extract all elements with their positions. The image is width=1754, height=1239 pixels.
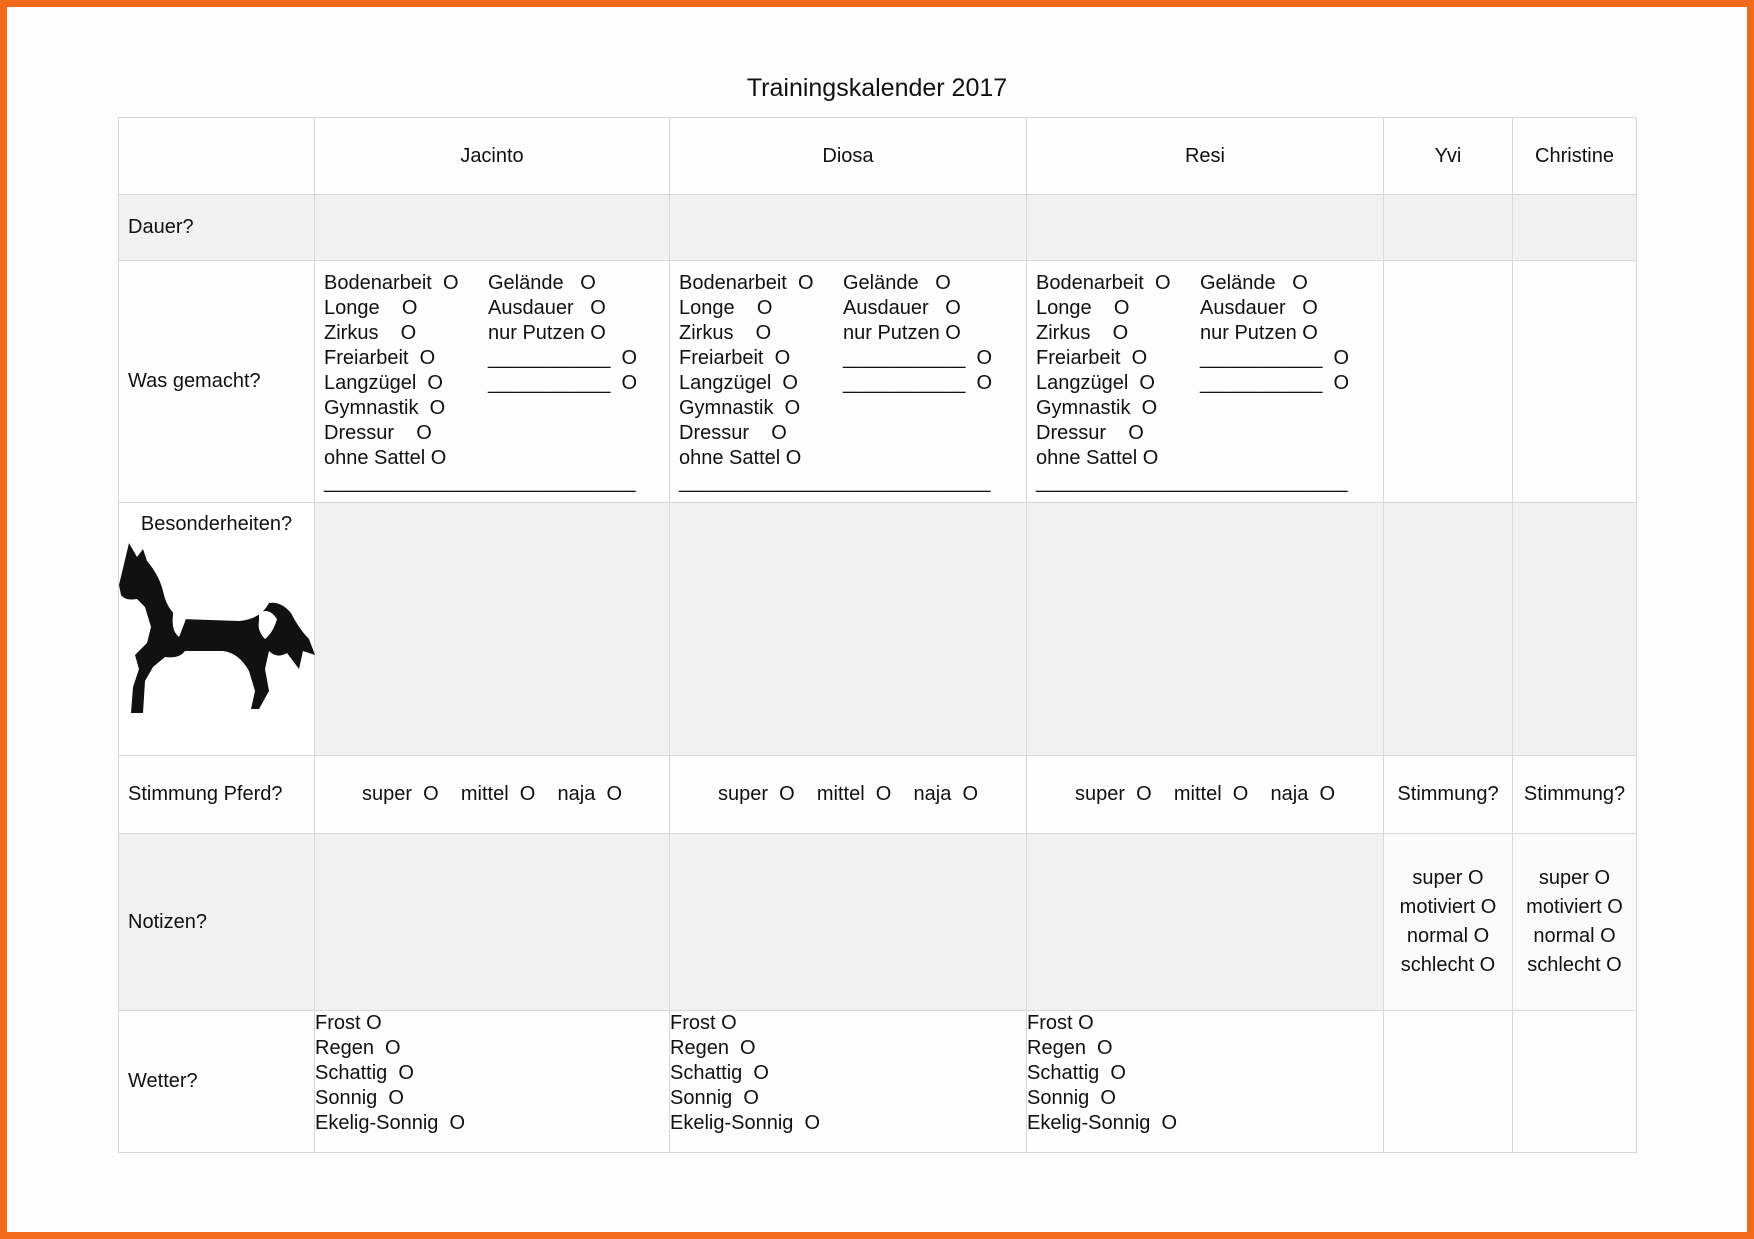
activity-option[interactable]: Freiarbeit O <box>679 346 791 369</box>
activity-option[interactable]: Gymnastik O <box>1036 396 1158 419</box>
person-mood-option[interactable]: super O <box>1538 867 1611 889</box>
weather-option[interactable]: Regen O <box>315 1037 401 1059</box>
activity-options <box>670 271 1026 493</box>
activity-free-line[interactable]: ____________________________ <box>679 470 991 493</box>
activity-option <box>1200 396 1350 421</box>
dauer-cell[interactable] <box>670 195 1027 261</box>
activity-free-line[interactable]: ____________________________ <box>324 470 636 493</box>
weather-options[interactable] <box>1027 1011 1384 1153</box>
row-label-was-gemacht: Was gemacht? <box>119 261 315 503</box>
activity-option[interactable]: Dressur O <box>324 421 432 444</box>
person-mood-option[interactable]: motiviert O <box>1399 896 1497 918</box>
row-dauer <box>119 195 1637 261</box>
notizen-cell[interactable] <box>670 834 1027 1011</box>
activity-option[interactable]: Langzügel O <box>679 371 798 394</box>
person-mood-option[interactable]: motiviert O <box>1526 896 1623 918</box>
activity-option[interactable]: ___________ O <box>843 371 993 394</box>
weather-option[interactable]: Sonnig O <box>315 1087 404 1109</box>
activities-cell[interactable] <box>1027 261 1384 503</box>
activity-option[interactable]: Gelände O <box>1200 271 1308 294</box>
weather-option[interactable]: Frost O <box>315 1012 382 1034</box>
activity-option[interactable]: Gelände O <box>843 271 951 294</box>
column-header-horse: Resi <box>1027 118 1384 195</box>
weather-option[interactable]: Regen O <box>670 1037 756 1059</box>
person-mood-option[interactable]: normal O <box>1406 925 1490 947</box>
activity-option <box>843 446 993 471</box>
horse-silhouette-icon <box>119 541 315 721</box>
empty-cell <box>1384 261 1513 503</box>
person-mood-option[interactable]: schlecht O <box>1527 954 1622 976</box>
horse-mood-options[interactable]: super O mittel O naja O <box>670 756 1027 834</box>
person-mood-option[interactable]: normal O <box>1533 925 1616 947</box>
dauer-cell[interactable] <box>1384 195 1513 261</box>
activity-option[interactable]: Dressur O <box>1036 421 1144 444</box>
activities-cell[interactable] <box>315 261 670 503</box>
activity-option[interactable]: Bodenarbeit O <box>324 271 459 294</box>
person-mood-option[interactable]: super O <box>1412 867 1484 889</box>
weather-option[interactable]: Sonnig O <box>670 1087 759 1109</box>
activity-option[interactable]: ohne Sattel O <box>324 446 447 469</box>
weather-option[interactable]: Schattig O <box>670 1062 769 1084</box>
weather-option[interactable]: Regen O <box>1027 1037 1113 1059</box>
weather-option[interactable]: Schattig O <box>315 1062 414 1084</box>
dauer-cell[interactable] <box>1027 195 1384 261</box>
row-label-besonderheiten-cell <box>119 503 315 756</box>
notizen-cell[interactable] <box>315 834 670 1011</box>
row-besonderheiten <box>119 503 1637 756</box>
weather-options[interactable] <box>315 1011 670 1153</box>
person-mood-option[interactable]: schlecht O <box>1400 954 1496 976</box>
activity-option <box>488 421 638 446</box>
activity-option[interactable]: ohne Sattel O <box>1036 446 1159 469</box>
corner-cell <box>119 118 315 195</box>
activity-option[interactable]: ___________ O <box>1200 346 1350 369</box>
activity-options <box>1027 271 1383 493</box>
activity-option[interactable]: Longe O <box>324 296 418 319</box>
activity-option[interactable]: Zirkus O <box>679 321 772 344</box>
activity-option[interactable]: Gymnastik O <box>324 396 446 419</box>
activity-option[interactable]: Zirkus O <box>1036 321 1129 344</box>
empty-cell <box>1384 1011 1513 1153</box>
activity-option[interactable]: Bodenarbeit O <box>1036 271 1171 294</box>
activity-option[interactable]: nur Putzen O <box>843 321 961 344</box>
dauer-cell[interactable] <box>315 195 670 261</box>
column-header-horse: Diosa <box>670 118 1027 195</box>
activity-option[interactable]: Langzügel O <box>1036 371 1155 394</box>
empty-cell <box>1513 261 1637 503</box>
weather-option[interactable]: Ekelig-Sonnig O <box>315 1112 466 1134</box>
training-calendar-table <box>118 117 1637 1153</box>
empty-cell <box>1513 1011 1637 1153</box>
activity-option[interactable]: Ausdauer O <box>488 296 606 319</box>
activity-option[interactable]: ___________ O <box>488 371 638 394</box>
row-label-stimmung-pferd: Stimmung Pferd? <box>119 756 315 834</box>
row-label-besonderheiten: Besonderheiten? <box>140 513 293 535</box>
person-mood-options <box>1384 864 1512 980</box>
besonderheiten-cell[interactable] <box>670 503 1027 756</box>
activity-option[interactable]: Ausdauer O <box>1200 296 1318 319</box>
weather-options[interactable] <box>670 1011 1027 1153</box>
row-label-dauer: Dauer? <box>119 195 315 261</box>
row-label-notizen: Notizen? <box>119 834 315 1011</box>
person-mood-label: Stimmung? <box>1384 756 1513 834</box>
page-title: Trainingskalender 2017 <box>746 74 1008 102</box>
row-was-gemacht <box>119 261 1637 503</box>
activity-option[interactable]: Gymnastik O <box>679 396 801 419</box>
activity-option[interactable]: ___________ O <box>488 346 638 369</box>
person-mood-cell[interactable] <box>1513 834 1637 1011</box>
column-header-person: Yvi <box>1384 118 1513 195</box>
activity-options <box>315 271 669 493</box>
activity-option[interactable]: Longe O <box>1036 296 1130 319</box>
activity-option[interactable]: nur Putzen O <box>1200 321 1318 344</box>
row-notizen <box>119 834 1637 1011</box>
activity-option[interactable]: Freiarbeit O <box>1036 346 1148 369</box>
activity-option[interactable]: Zirkus O <box>324 321 417 344</box>
activity-option[interactable]: Ausdauer O <box>843 296 961 319</box>
besonderheiten-cell[interactable] <box>1027 503 1384 756</box>
person-mood-options <box>1513 864 1636 980</box>
activity-option <box>1200 421 1350 446</box>
activity-option[interactable]: Bodenarbeit O <box>679 271 814 294</box>
row-wetter <box>119 1011 1637 1153</box>
column-header-horse: Jacinto <box>315 118 670 195</box>
horse-mood-options[interactable]: super O mittel O naja O <box>315 756 670 834</box>
weather-option[interactable]: Sonnig O <box>1027 1087 1116 1109</box>
activity-option[interactable]: Longe O <box>679 296 773 319</box>
weather-option[interactable]: Schattig O <box>1027 1062 1126 1084</box>
activity-option[interactable]: ohne Sattel O <box>679 446 802 469</box>
person-mood-label: Stimmung? <box>1513 756 1637 834</box>
besonderheiten-cell[interactable] <box>1384 503 1513 756</box>
activity-option <box>843 421 993 446</box>
besonderheiten-cell[interactable] <box>315 503 670 756</box>
dauer-cell[interactable] <box>1513 195 1637 261</box>
header-row <box>119 118 1637 195</box>
row-label-wetter: Wetter? <box>119 1011 315 1153</box>
weather-option[interactable]: Frost O <box>670 1012 737 1034</box>
activity-option <box>488 446 638 471</box>
row-stimmung-pferd <box>119 756 1637 834</box>
activity-option <box>488 396 638 421</box>
weather-option[interactable]: Ekelig-Sonnig O <box>1027 1112 1178 1134</box>
activity-option[interactable]: Gelände O <box>488 271 596 294</box>
horse-mood-options[interactable]: super O mittel O naja O <box>1027 756 1384 834</box>
activities-cell[interactable] <box>670 261 1027 503</box>
weather-option[interactable]: Ekelig-Sonnig O <box>670 1112 821 1134</box>
activity-option[interactable]: ___________ O <box>1200 371 1350 394</box>
activity-option[interactable]: Langzügel O <box>324 371 443 394</box>
activity-option <box>1200 446 1350 471</box>
person-mood-cell[interactable] <box>1384 834 1513 1011</box>
activity-option[interactable]: Dressur O <box>679 421 787 444</box>
besonderheiten-cell[interactable] <box>1513 503 1637 756</box>
activity-option[interactable]: Freiarbeit O <box>324 346 436 369</box>
activity-option <box>843 396 993 421</box>
activity-option[interactable]: ___________ O <box>843 346 993 369</box>
weather-option[interactable]: Frost O <box>1027 1012 1094 1034</box>
activity-free-line[interactable]: ____________________________ <box>1036 470 1348 493</box>
column-header-person: Christine <box>1513 118 1637 195</box>
activity-option[interactable]: nur Putzen O <box>488 321 606 344</box>
notizen-cell[interactable] <box>1027 834 1384 1011</box>
